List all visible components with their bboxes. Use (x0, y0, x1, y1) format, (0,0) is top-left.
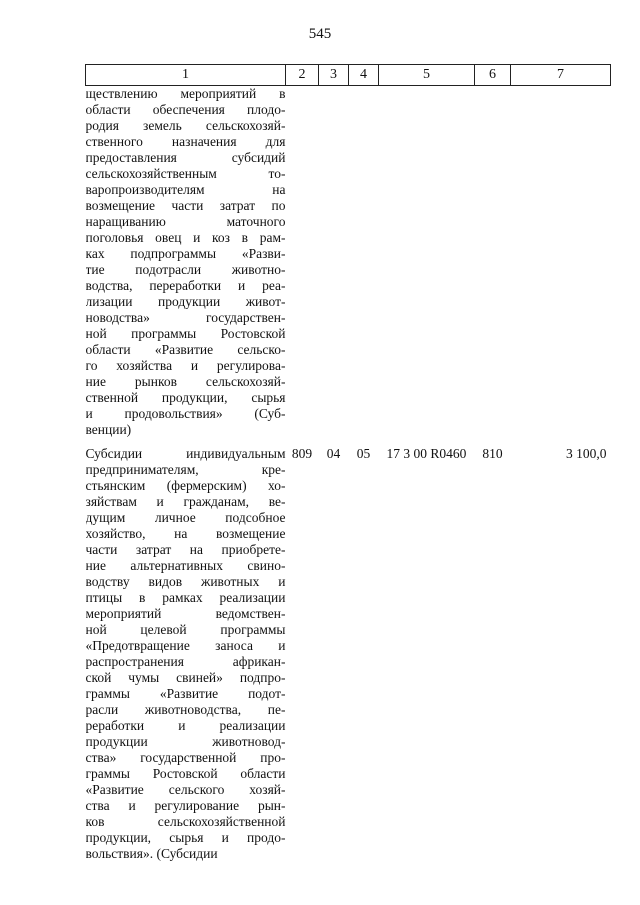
description-line: граммы «Развитие подот- (85, 686, 286, 701)
description-line: ной программы Ростовской (85, 326, 286, 341)
row-target-article (379, 86, 475, 439)
description-line: тие подотрасли животно- (85, 262, 286, 277)
header-col-5: 5 (379, 65, 475, 86)
row-description (86, 86, 286, 439)
description-line: новодства» государствен- (85, 310, 286, 325)
header-col-3: 3 (319, 65, 349, 86)
header-col-4: 4 (349, 65, 379, 86)
description-line: Субсидии индивидуальным (85, 446, 286, 461)
row-expense-type: 810 (482, 446, 503, 461)
table-row (86, 446, 611, 862)
description-line: продукции животновод- (85, 734, 286, 749)
description-line: области обеспечения плодо- (85, 102, 286, 117)
description-line: ков сельскохозяйственной (85, 814, 286, 829)
row-description (86, 446, 286, 862)
description-line: граммы Ростовской области (85, 766, 286, 781)
description-line: «Развитие сельского хозяй- (85, 782, 286, 797)
description-line: стьянским (фермерским) хо- (85, 478, 286, 493)
row-amount: 3 100,0 (566, 446, 607, 461)
description-line: дущим личное подсобное (85, 510, 286, 525)
description-line: вольствия». (Субсидии (85, 846, 218, 861)
row-expense-type (475, 86, 511, 439)
header-col-7: 7 (511, 65, 611, 86)
row-ministry-code: 809 (291, 446, 313, 461)
row-amount (511, 86, 611, 439)
budget-table (85, 64, 611, 862)
description-line: ние альтернативных свино- (85, 558, 286, 573)
description-line: поголовья овец и коз в рам- (85, 230, 286, 245)
description-line: ской чумы свиней» подпро- (85, 670, 286, 685)
description-line: ках подпрограммы «Разви- (85, 246, 286, 261)
description-line: птицы в рамках реализации (85, 590, 286, 605)
description-line: продукции, сырья и продо- (85, 830, 286, 845)
table-row (86, 86, 611, 439)
description-line: зяйствам и гражданам, ве- (85, 494, 286, 509)
description-line: хозяйство, на возмещение (85, 526, 286, 541)
description-line: реработки и реализации (85, 718, 286, 733)
row-subsection-code (349, 86, 379, 439)
row-section-code (319, 86, 349, 439)
row-ministry-code (286, 86, 319, 439)
description-line: ства» государственной про- (85, 750, 286, 765)
description-line: возмещение части затрат по (85, 198, 286, 213)
row-spacer (86, 438, 611, 446)
description-line: области «Развитие сельско- (85, 342, 286, 357)
description-line: ства и регулирование рын- (85, 798, 286, 813)
description-line: ственного назначения для (85, 134, 286, 149)
table-header-row (86, 65, 611, 86)
description-line: и продовольствия» (Суб- (85, 406, 286, 421)
page-number: 545 (308, 26, 332, 42)
description-line: сельскохозяйственным то- (85, 166, 286, 181)
description-line: части затрат на приобрете- (85, 542, 286, 557)
description-line: ной целевой программы (85, 622, 286, 637)
description-line: предпринимателям, кре- (85, 462, 286, 477)
description-line: расли животноводства, пе- (85, 702, 286, 717)
description-line: ние рынков сельскохозяй- (85, 374, 286, 389)
header-col-6: 6 (475, 65, 511, 86)
description-line: наращиванию маточного (85, 214, 286, 229)
row-section-code: 04 (326, 446, 341, 461)
description-line: родия земель сельскохозяй- (85, 118, 286, 133)
description-line: «Предотвращение заноса и (85, 638, 286, 653)
description-line: венции) (85, 422, 132, 437)
description-line: водства, переработки и реа- (85, 278, 286, 293)
header-col-1: 1 (86, 65, 286, 86)
description-line: варопроизводителям на (85, 182, 286, 197)
description-line: ственной продукции, сырья (85, 390, 286, 405)
description-line: предоставления субсидий (85, 150, 286, 165)
description-line: мероприятий ведомствен- (85, 606, 286, 621)
description-line: лизации продукции живот- (85, 294, 286, 309)
description-line: ществлению мероприятий в (85, 86, 286, 101)
header-col-2: 2 (286, 65, 319, 86)
row-target-article: 17 3 00 R0460 (386, 446, 467, 461)
description-line: го хозяйства и регулирова- (85, 358, 286, 373)
description-line: распространения африкан- (85, 654, 286, 669)
description-line: водству видов животных и (85, 574, 286, 589)
row-subsection-code: 05 (356, 446, 371, 461)
